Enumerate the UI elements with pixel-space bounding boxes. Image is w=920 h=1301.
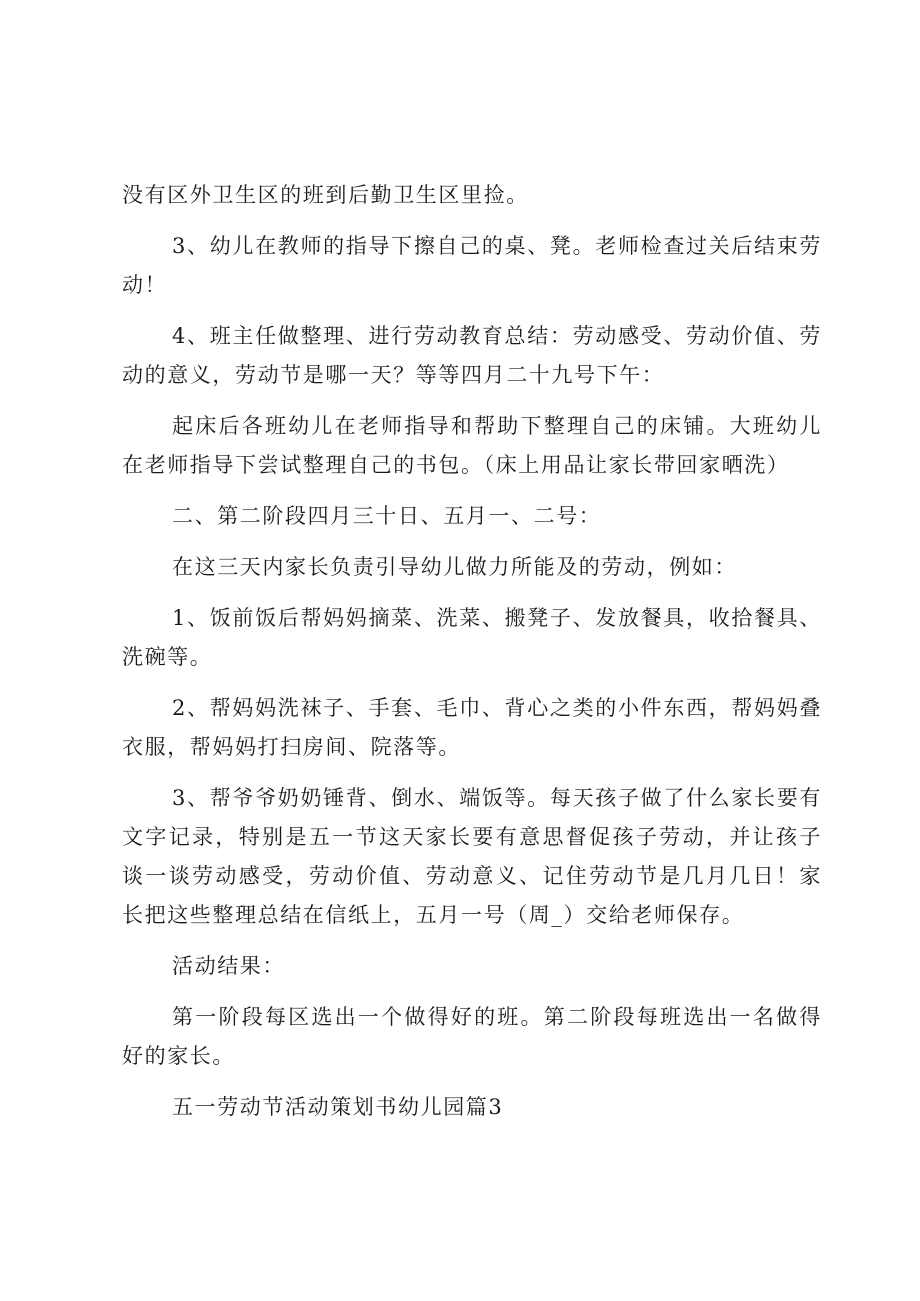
paragraph-make-beds: 起床后各班幼儿在老师指导和帮助下整理自己的床铺。大班幼儿在老师指导下尝试整理自己的书包。（床上用品让家长带回家晒洗） [122, 414, 822, 477]
paragraph-results-detail: 第一阶段每区选出一个做得好的班。第二阶段每班选出一名做得好的家长。 [122, 1005, 822, 1068]
paragraph-wipe-desks: 3、幼儿在教师的指导下擦自己的桌、凳。老师检查过关后结束劳动！ [122, 234, 822, 297]
list-item-laundry-help: 2、帮妈妈洗袜子、手套、毛巾、背心之类的小件东西，帮妈妈叠衣服，帮妈妈打扫房间、院落等。 [122, 696, 822, 759]
paragraph-parents-guide: 在这三天内家长负责引导幼儿做力所能及的劳动，例如： [172, 555, 737, 579]
paragraph-labor-summary: 4、班主任做整理、进行劳动教育总结：劳动感受、劳动价值、劳动的意义，劳动节是哪一天？等等四月二十九号下午： [122, 324, 822, 387]
section-title-part-3: 五一劳动节活动策划书幼儿园篇3 [172, 1095, 504, 1119]
section-heading-stage-two: 二、第二阶段四月三十日、五月一、二号： [172, 504, 602, 528]
heading-activity-results: 活动结果： [172, 954, 285, 978]
document-body [122, 176, 822, 1139]
paragraph-cleanup-area: 没有区外卫生区的班到后勤卫生区里捡。 [122, 183, 529, 207]
list-item-meal-help: 1、饭前饭后帮妈妈摘菜、洗菜、搬凳子、发放餐具，收拾餐具、洗碗等。 [122, 606, 822, 669]
list-item-grandparents-help: 3、帮爷爷奶奶锤背、倒水、端饭等。每天孩子做了什么家长要有文字记录，特别是五一节这天家长要有意思督促孩子劳动，并让孩子谈一谈劳动感受，劳动价值、劳动意义、记住劳动节是几月几日！家长把这些整理总结在信纸上，五月一号（周_）交给老师保存。 [122, 786, 822, 927]
